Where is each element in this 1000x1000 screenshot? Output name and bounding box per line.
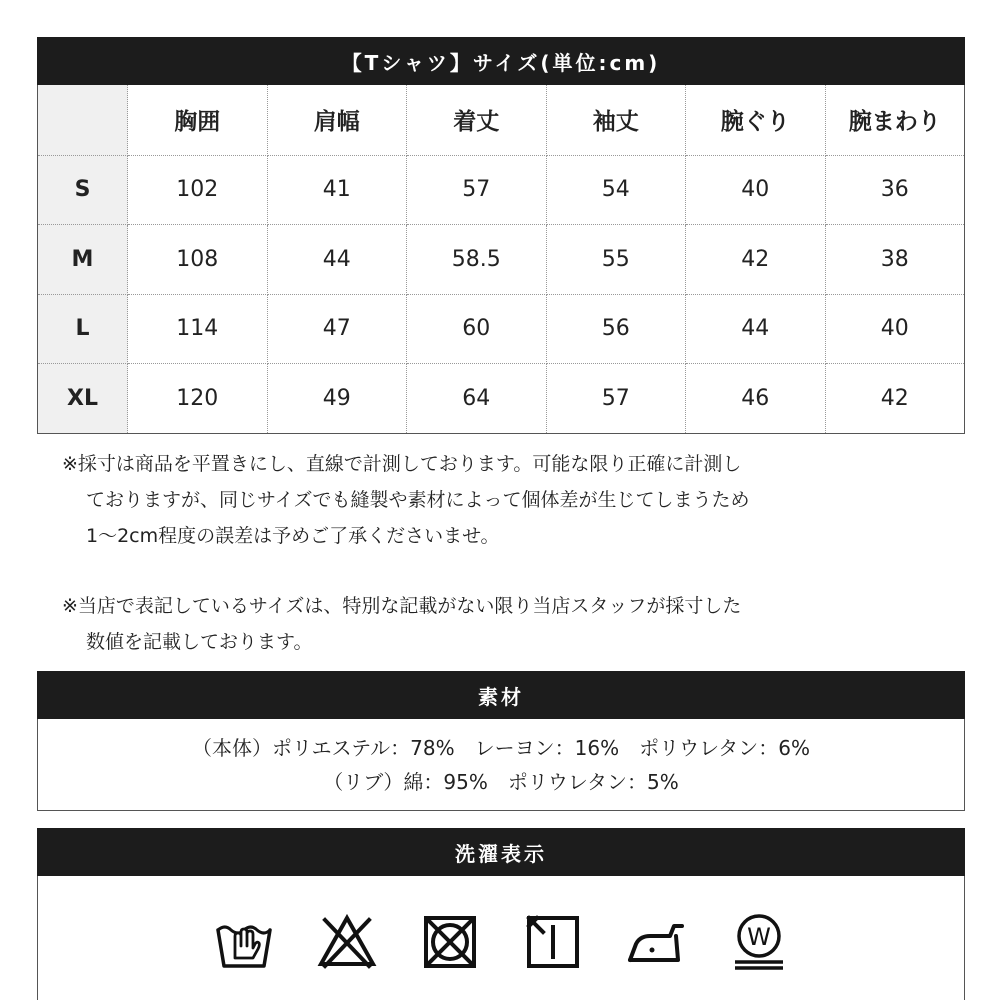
size-chart-title: 【Tシャツ】サイズ(単位:cm) (37, 37, 965, 85)
size-label: S (38, 155, 128, 225)
note-line: ※当店で表記しているサイズは、特別な記載がない限り当店スタッフが採寸した (62, 595, 742, 617)
care-icons (37, 876, 965, 1000)
note-line: 1～2cm程度の誤差は予めご了承くださいませ。 (86, 525, 500, 547)
table-cell: 56 (546, 294, 686, 364)
material-section (37, 671, 965, 811)
material-title: 素材 (37, 671, 965, 719)
table-cell: 58.5 (407, 225, 547, 295)
table-cell: 44 (686, 294, 826, 364)
size-label: M (38, 225, 128, 295)
table-cell: 44 (267, 225, 407, 295)
table-cell: 47 (267, 294, 407, 364)
material-line: （本体）ポリエステル：78% レーヨン：16% ポリウレタン：6% (191, 735, 811, 760)
size-label: L (38, 294, 128, 364)
column-header: 着丈 (407, 85, 547, 155)
table-cell: 54 (546, 155, 686, 225)
size-label: XL (38, 364, 128, 434)
table-cell: 57 (546, 364, 686, 434)
table-row (38, 155, 965, 225)
note-line: 数値を記載しております。 (86, 631, 313, 653)
table-cell: 102 (128, 155, 268, 225)
column-header: 袖丈 (546, 85, 686, 155)
drip-dry-in-shade-icon (501, 912, 604, 972)
table-cell: 40 (686, 155, 826, 225)
table-cell: 46 (686, 364, 826, 434)
column-header: 腕ぐり (686, 85, 826, 155)
column-header: 胸囲 (128, 85, 268, 155)
table-cell: 42 (880, 385, 909, 411)
care-section (37, 828, 965, 1000)
corner-cell (38, 85, 128, 155)
table-row (38, 364, 965, 434)
table-cell: 64 (407, 364, 547, 434)
table-cell: 60 (407, 294, 547, 364)
table-row (38, 294, 965, 364)
material-body (37, 719, 965, 811)
measurement-notes (62, 446, 962, 660)
note-line: ※採寸は商品を平置きにし、直線で計測しております。可能な限り正確に計測し (62, 453, 742, 475)
table-cell: 38 (825, 225, 965, 295)
note-measurement (62, 446, 962, 554)
low-temperature-iron-icon (604, 912, 707, 972)
table-cell: 42 (686, 225, 826, 295)
table-cell: 41 (267, 155, 407, 225)
wet-clean-letter: W (746, 922, 771, 951)
table-cell: 120 (128, 364, 268, 434)
table-cell: 57 (407, 155, 547, 225)
note-sizing (62, 588, 962, 660)
table-row (38, 225, 965, 295)
table-cell: 40 (825, 294, 965, 364)
table-cell: 49 (267, 364, 407, 434)
size-table (37, 85, 965, 434)
do-not-bleach-icon (295, 912, 398, 972)
hand-wash-icon (192, 912, 295, 972)
do-not-tumble-dry-icon (398, 912, 501, 972)
column-header: 肩幅 (267, 85, 407, 155)
table-cell: 108 (128, 225, 268, 295)
size-chart-section (37, 37, 965, 434)
table-cell: 36 (825, 155, 965, 225)
table-cell: 55 (546, 225, 686, 295)
column-header: 腕まわり (825, 85, 965, 155)
professional-wet-clean-icon (707, 912, 810, 972)
material-line: （リブ）綿：95% ポリウレタン：5% (323, 769, 679, 794)
care-title: 洗濯表示 (37, 828, 965, 876)
size-table-header-row (38, 85, 965, 155)
table-cell: 114 (128, 294, 268, 364)
note-line: ておりますが、同じサイズでも縫製や素材によって個体差が生じてしまうため (86, 489, 750, 511)
